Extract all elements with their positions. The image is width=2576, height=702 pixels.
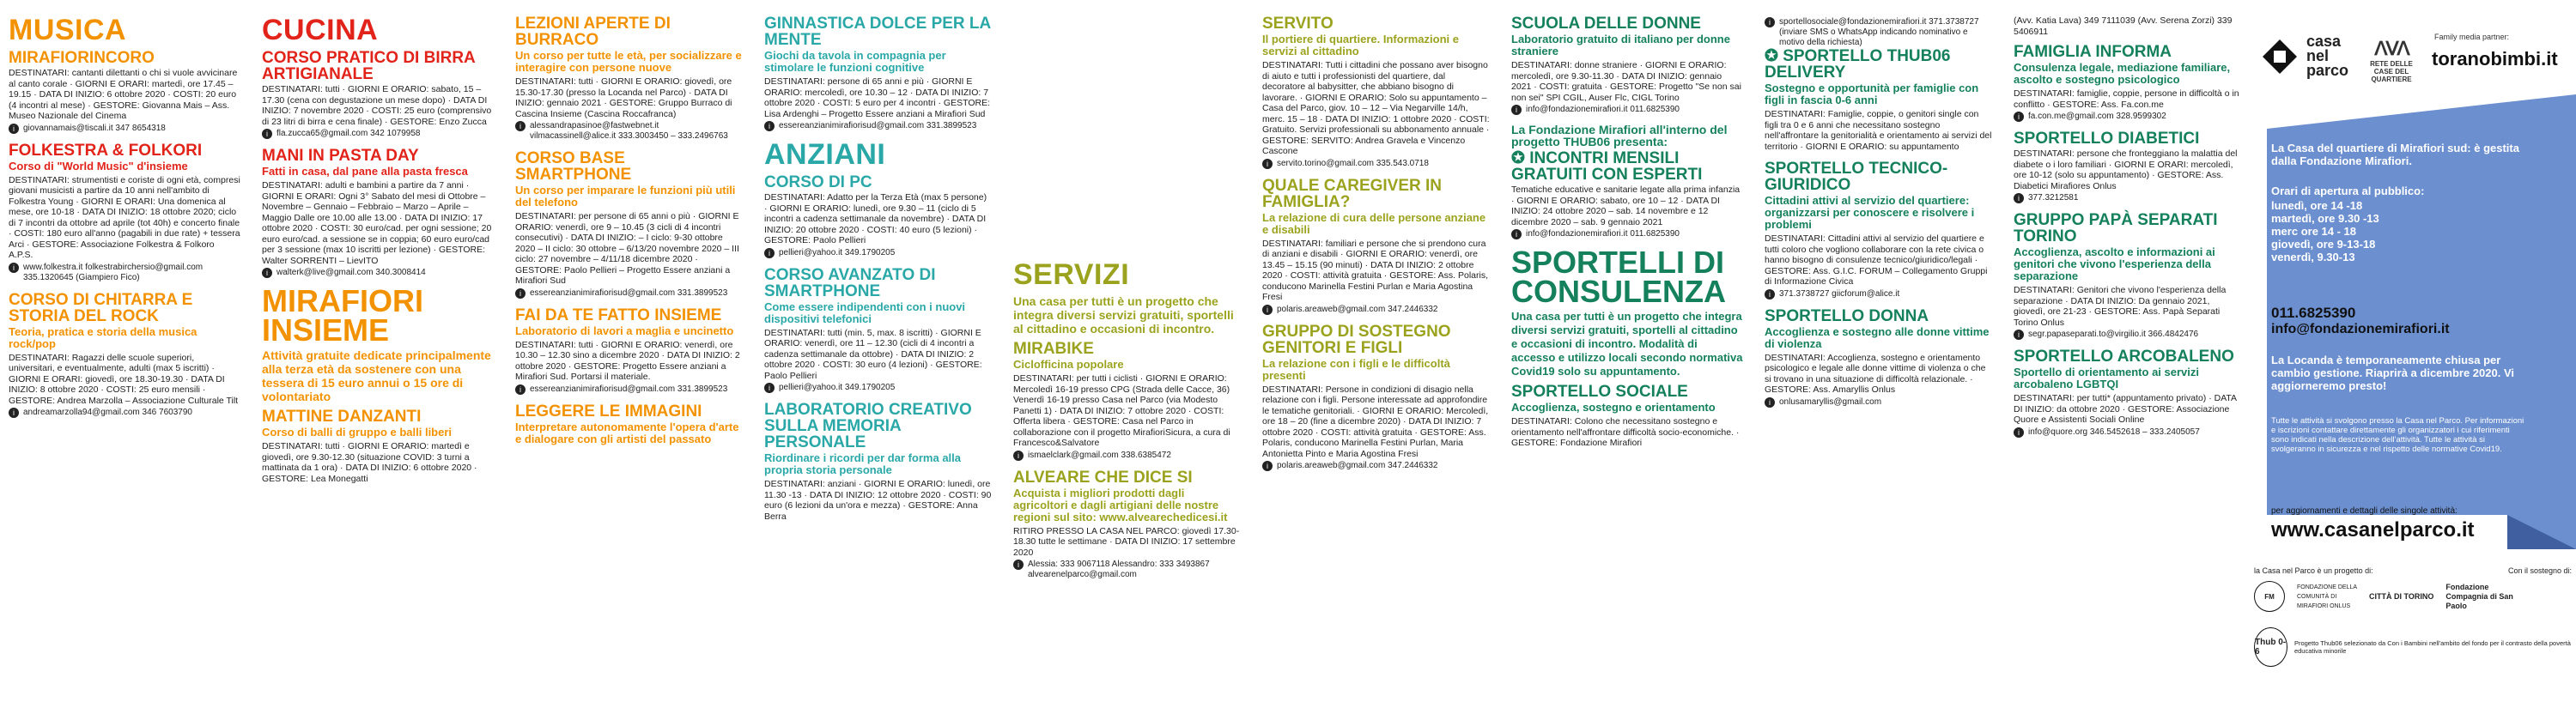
card-title: MIRAFIORINCORO: [9, 49, 155, 67]
card-subtitle: Teoria, pratica e storia della musica rock/pop: [9, 324, 197, 350]
card-smartphone-avanzato: [764, 267, 992, 394]
card-title: SCUOLA DELLE DONNE: [1511, 15, 1701, 33]
thub-row: [2254, 627, 2572, 667]
column-9: [2005, 0, 2250, 702]
card-laboratorio-memoria: [764, 402, 992, 522]
column-anziani: [756, 0, 1000, 702]
card-title: LEGGERE LE IMMAGINI: [515, 402, 702, 421]
card-contact: i servito.torino@gmail.com 335.543.0718: [1262, 159, 1490, 169]
contact-icon: i: [1765, 289, 1775, 300]
column-3: [507, 0, 751, 702]
card-thub06-delivery: [1765, 17, 1992, 152]
card-contact: i info@quore.org 346.5452618 – 333.2405057: [2014, 427, 2241, 438]
card-birra: [262, 50, 494, 139]
card-info: DESTINATARI: Genitori che vivono l'esperienza della separazione · DATA DI INIZIO: Da gennaio 2021, giovedì, ore 21-23 · GESTORE: Ass. Papà Separati Torino Onlus: [2014, 285, 2227, 328]
card-info: RITIRO PRESSO LA CASA NEL PARCO: giovedì 17.30-18.30 tutte le settimane · DATA DI INIZIO: 17 settembre 2020: [1013, 525, 1240, 558]
card-subtitle: Accoglienza, sostegno e orientamento: [1511, 401, 1716, 414]
locanda-notice: La Locanda è temporaneamente chiusa per cambio gestione. Riaprirà a dicembre 2020. Vi aggiorneremo presto!: [2271, 354, 2514, 392]
card-contact: i giovannamais@tiscali.it 347 8654318: [9, 124, 240, 134]
contact-icon: i: [1262, 159, 1273, 169]
card-contact: i 371.3738727 giicforum@alice.it: [1765, 289, 1992, 300]
rete-case-logo: ⴷⴸⴷ RETE DELLE CASE DEL QUARTIERE: [2361, 38, 2421, 83]
family-partner-label: Family media partner:: [2434, 33, 2510, 41]
card-leggere-immagini: [515, 403, 743, 445]
card-title: MIRABIKE: [1013, 340, 1094, 358]
card-mattine-danzanti: [262, 408, 494, 484]
section-title-musica: MUSICA: [9, 14, 127, 46]
card-servito: [1262, 15, 1490, 169]
card-title: SPORTELLO DIABETICI: [2014, 130, 2200, 148]
card-title: CORSO DI CHITARRA E STORIA DEL ROCK: [9, 290, 193, 325]
contact-icon: i: [1013, 451, 1024, 461]
card-title: CORSO AVANZATO DI SMARTPHONE: [764, 265, 936, 300]
card-subtitle: Fatti in casa, dal pane alla pasta fresca: [262, 165, 468, 178]
card-info: DESTINATARI: famiglie, coppie, persone in difficoltà o in conflitto · GESTORE: Ass. Fa.con.me: [2014, 88, 2239, 110]
card-subtitle: Sostegno e opportunità per famiglie con figli in fascia 0-6 anni: [1765, 82, 1979, 106]
card-contact: i sportellosociale@fondazionemirafiori.it 371.3738727 (inviare SMS o WhatsApp indicando nominativo e motivo della richiesta): [1765, 17, 1992, 48]
card-chitarra: [9, 292, 240, 419]
contact-icon: i: [2014, 330, 2024, 340]
card-smartphone-base: [515, 150, 743, 299]
contact-icon: i: [9, 124, 19, 134]
card-contact: i andreamarzolla94@gmail.com 346 7603790: [9, 408, 240, 418]
panel-phone: 011.6825390: [2271, 305, 2356, 321]
card-subtitle: La relazione con i figli e le difficoltà presenti: [1262, 356, 1450, 382]
card-subtitle: Acquista i migliori prodotti dagli agricoltori e dagli artigiani delle nostre regioni sul sito: www.alvearechedicesi.it: [1013, 486, 1228, 523]
contact-icon: i: [262, 129, 272, 139]
contact-icon: i: [1262, 305, 1273, 315]
contact-icon: i: [764, 121, 775, 131]
section-title-servizi: SERVIZI: [1013, 258, 1130, 291]
card-subtitle: Consulenza legale, mediazione familiare, ascolto e sostegno psicologico: [2014, 61, 2231, 86]
column-servizi: [1005, 0, 1249, 702]
card-contact: i info@fondazionemirafiori.it 011.6825390: [1511, 105, 1743, 115]
card-contact: i segr.papaseparati.to@virgilio.it 366.4842476: [2014, 330, 2241, 340]
logo-name: casa nel parco: [2306, 33, 2349, 79]
section-title-cucina: CUCINA: [262, 14, 379, 46]
contact-icon: i: [515, 288, 526, 299]
contact-icon: i: [9, 263, 19, 273]
card-title: FAMIGLIA INFORMA: [2014, 43, 2172, 61]
card-title: SPORTELLO SOCIALE: [1511, 383, 1688, 401]
card-burraco: [515, 15, 743, 142]
activities-notice: Tutte le attività si svolgono presso la Casa nel Parco. Per informazioni e iscrizioni contattare direttamente gli organizzatori i cui riferimenti sono indicati nella descrizione dell'attività. Tutte le attività si svolgeranno in sicurezza e nel rispetto delle normative Covid19.: [2271, 416, 2524, 454]
card-contact: i essereanzianimirafiorisud@gmail.com 331.3899523: [764, 121, 992, 131]
card-title: CORSO DI PC: [764, 173, 872, 191]
card-contact: i polaris.areaweb@gmail.com 347.2446332: [1262, 305, 1490, 315]
card-info: DESTINATARI: strumentisti e coriste di ogni età, compresi giovani musicisti a partire da 10 anni nell'ambito di Folkestra Young · GIORNI E ORARI: Una domenica al mese, ore 10-18 · DATA DI INIZIO: 18 ottobre 2020; ciclo di 7 incontri da ottobre ad aprile (tot 40h) e concerto finale · COSTI: 180 euro all'anno (pagabili in due rate) + tessera Arci · GESTORE: Associazione Folkestra & Folkoro A.P.S.: [9, 174, 240, 260]
compagnia-sanpaolo-logo: Fondazione Compagnia di San Paolo: [2445, 582, 2513, 610]
card-info: DESTINATARI: tutti · GIORNI E ORARIO: martedì e giovedì, ore 9.30-12.30 (situazione COVID: 3 turni a mattinata da 1 ora) · DATA DI INIZIO: 6 ottobre 2020 · GESTORE: Lea Monegatti: [262, 441, 477, 484]
card-info: DESTINATARI: adulti e bambini a partire da 7 anni · GIORNI E ORARI: Ogni 3° Sabato del mesi di Ottobre – Novembre – Gennaio – Febbraio – Marzo – Aprile – Maggio Dalle ore 10.00 alle 13.00 · DATA DI INIZIO: 17 ottobre 2020 · COSTI: 30 euro/cad. per ogni sessione; 20 euro euro/cad. a sessione se in coppia; 60 euro euro/cad per 3 sessione (max 10 iscritti per lezione) · GESTORE: Walter SORRENTI – LievITO: [262, 180, 492, 266]
card-info: DESTINATARI: donne straniere · GIORNI E ORARIO: mercoledì, ore 9.30-11.30 · DATA DI INIZIO: gennaio 2021 · COSTI: gratuita · GESTORE: Progetto "Se non sai non sei" SPI CGIL, Auser Flc, CIGL Torino: [1511, 60, 1741, 103]
card-info: DESTINATARI: Ragazzi delle scuole superiori, universitari, e eventualmente, adulti (max 5 iscritti) · GIORNI E ORARI: giovedì, ore 18.30-19.30 · DATA DI INIZIO: 8 ottobre 2020 · COSTI: 25 euro mensili · GESTORE: Andrea Marzolla – Associazione Culturale Tilt: [9, 352, 239, 406]
consulenza-title: SPORTELLI DI CONSULENZA: [1511, 245, 1726, 309]
contact-icon: i: [1765, 397, 1775, 408]
card-info: DESTINATARI: tutti (min. 5, max. 8 iscritti) · GIORNI E ORARIO: venerdì, ore 11 – 12.30 (cicli di 4 incontri a cadenza settimanale da ottobre) · DATA DI INIZIO: 2 ottobre 2020 · COSTI: 30 euro (4 lezioni) · GESTORE: Paolo Pellieri: [764, 327, 982, 381]
thub06-intro: La Fondazione Mirafiori all'interno del progetto THUB06 presenta:: [1511, 123, 1728, 148]
card-scuola-donne: [1511, 15, 1743, 115]
card-info: DESTINATARI: Adatto per la Terza Età (max 5 persone) · GIORNI E ORARIO: lunedì, ore 9.30 – 11 (ciclo di 5 incontri a cadenza settimanale da novembre) · DATA DI INIZIO: 20 ottobre 2020 · COSTI: 40 euro (5 lezioni) · GESTORE: Paolo Pellieri: [764, 192, 987, 245]
card-contact: i walterk@live@gmail.com 340.3008414: [262, 268, 494, 278]
contact-icon: i: [1262, 461, 1273, 471]
card-contact: i polaris.areaweb@gmail.com 347.2446332: [1262, 461, 1490, 471]
hours-title: Orari di apertura al pubblico:: [2271, 185, 2425, 197]
card-subtitle: Corso di "World Music" d'insieme: [9, 159, 188, 172]
card-incontri-mensili: [1511, 150, 1743, 239]
contact-icon: i: [2014, 427, 2024, 438]
column-cucina: [253, 0, 502, 702]
card-subtitle: La relazione di cura delle persone anziane e disabili: [1262, 210, 1486, 236]
spacer: [1013, 15, 1241, 260]
card-title: LABORATORIO CREATIVO SULLA MEMORIA PERSONALE: [764, 401, 972, 451]
card-subtitle: Corso di balli di gruppo e balli liberi: [262, 426, 453, 439]
footer-logos: [2254, 566, 2572, 667]
column-6: [1254, 0, 1498, 702]
card-contact: i www.folkestra.it folkestrabirchersio@gmail.com 335.1320645 (Giampiero Fico): [9, 263, 240, 283]
card-title: CORSO PRATICO DI BIRRA ARTIGIANALE: [262, 49, 476, 83]
fondazione-mirafiori-logo: FM: [2254, 581, 2285, 612]
card-contact: i onlusamaryllis@gmail.com: [1765, 397, 1992, 408]
contact-icon: i: [1511, 229, 1522, 239]
house-logo-icon: [2258, 35, 2301, 78]
casa-nel-parco-logo: [2258, 34, 2358, 78]
footer-right-label: Con il sostegno di:: [2507, 566, 2572, 575]
lawyers-contact: (Avv. Katia Lava) 349 7111039 (Avv. Serena Zorzi) 339 5406911: [2014, 15, 2233, 37]
card-title: SPORTELLO ARCOBALENO: [2014, 348, 2234, 366]
card-folkestra: [9, 142, 240, 283]
card-contact: i fla.zucca65@gmail.com 342 1079958: [262, 129, 494, 139]
star-icon: ✪: [1511, 149, 1530, 167]
card-info: Tematiche educative e sanitarie legate alla prima infanzia · GIORNI E ORARIO: sabato, ore 10 – 12 · DATA DI INIZIO: 24 ottobre 2020 – sab. 14 novembre e 12 dicembre 2020 – sab. 9 gennaio 2021: [1511, 185, 1741, 227]
card-title: SERVITO: [1262, 15, 1334, 33]
consulenza-subtitle: Una casa per tutti è un progetto che integra diversi servizi gratuiti, sportelli al cittadino e occasioni di incontro. Modalità di accesso e utilizzo locali secondo normativa Covid19 solo su appuntamento.: [1511, 310, 1743, 378]
card-info: DESTINATARI: Accoglienza, sostegno e orientamento psicologico e legale alle donne vittime di violenza o che si trovano in una situazione di difficoltà relazionale. · GESTORE: Ass. Amaryllis Onlus: [1765, 352, 1986, 395]
card-info: DESTINATARI: familiari e persone che si prendono cura di anziani e disabili · GIORNI E ORARIO: venerdì, ore 13.45 – 15.15 (90 minuti) · DATA DI INIZIO: 2 ottobre 2020 · COSTI: attività gratuita · GESTORE: Ass. Polaris, conducono Marinella Festini Purlan e Maria Agostina Fresi: [1262, 238, 1488, 302]
contact-icon: i: [515, 121, 526, 131]
hours-line: venerdì, 9.30-13: [2271, 251, 2355, 263]
card-subtitle: Accoglienza, ascolto e informazioni ai genitori che vivono l'esperienza della separazione: [2014, 245, 2215, 282]
card-subtitle: Accoglienza e sostegno alle donne vittime di violenza: [1765, 324, 1990, 350]
card-contact: i essereanzianimirafiorisud@gmail.com 331.3899523: [515, 384, 743, 395]
people-icon: ⴷⴸⴷ: [2374, 38, 2409, 59]
card-sportello-donna: [1765, 308, 1992, 408]
card-contact: i pellieri@yahoo.it 349.1790205: [764, 248, 992, 258]
hours-line: merc ore 14 - 18: [2271, 225, 2357, 238]
card-contact: i fa.con.me@gmail.com 328.9599302: [2014, 112, 2241, 122]
card-info: DESTINATARI: anziani · GIORNI E ORARIO: lunedì, ore 11.30 -13 · DATA DI INIZIO: 12 ottobre 2020 · COSTI: 90 euro (6 lezioni da un'ora e mezza) · GESTORE: Anna Berra: [764, 479, 992, 522]
card-info: DESTINATARI: Persone in condizioni di disagio nella relazione con i figli. Persone interessate ad approfondire le tematiche genitoriali. · GIORNI E ORARIO: Mercoledì, ore 18 – 20 (fine a dicembre 2020) · DATA DI INIZIO: 7 ottobre 2020 · COSTI: attività gratuita · GESTORE: Ass. Polaris, conducono Marinella Festini Purlan, Maria Antonietta Pinto e Maria Agostina Fresi: [1262, 384, 1489, 459]
contact-icon: i: [764, 383, 775, 393]
footer-left-label: la Casa nel Parco è un progetto di:: [2254, 566, 2373, 575]
card-title: ✪ SPORTELLO THUB06 DELIVERY: [1765, 47, 1951, 82]
servizi-subtitle: Una casa per tutti è un progetto che integra diversi servizi gratuiti, sportelli al cittadino e occasioni di incontro.: [1013, 294, 1234, 336]
hours-list: [2271, 199, 2529, 263]
hours-line: martedì, ore 9.30 -13: [2271, 212, 2379, 225]
card-title: ALVEARE CHE DICE SI: [1013, 468, 1193, 487]
card-info: DESTINATARI: Cittadini attivi al servizio del quartiere e tutti coloro che vogliono collaborare con la rete civica o hanno bisogno di consulenze tecnico/giuridico/legali · GESTORE: Ass. G.I.C. FORUM – Collegamento Gruppi di Informazione Civica: [1765, 233, 1988, 287]
hours-line: giovedì, ore 9-13-18: [2271, 238, 2376, 251]
card-contact: i Alessia: 333 9067118 Alessandro: 333 3493867 alvearenelparco@gmail.com: [1013, 560, 1241, 580]
updates-label: per aggiornamenti e dettagli delle singole attività:: [2271, 506, 2458, 516]
card-contact: i info@fondazionemirafiori.it 011.6825390: [1511, 229, 1743, 239]
card-mirafiorincoro: [9, 50, 240, 134]
card-info: DESTINATARI: per tutti i ciclisti · GIORNI E ORARIO: Mercoledì 16-19 presso CPG (Strada delle Cacce, 36) Venerdì 16-19 presso Casa nel Parco (via Modesto Panetti 1) · DATA DI INIZIO: 7 ottobre 2020 · COSTI: Offerta libera · GESTORE: Casa nel Parco in collaborazione con il progetto MirafioriSicura, a cura di Francesco&Salvatore: [1013, 373, 1230, 448]
website-link[interactable]: www.casanelparco.it: [2271, 518, 2475, 542]
card-info: DESTINATARI: tutti · GIORNI E ORARIO: giovedì, ore 15.30-17.30 (presso la Locanda nel Parco) · DATA DI INIZIO: gennaio 2021 · GESTORE: Gruppo Burraco di Cascina Insieme (Cascina Roccafranca): [515, 76, 732, 119]
card-subtitle: Il portiere di quartiere. Informazioni e servizi al cittadino: [1262, 33, 1459, 57]
card-contact: i alessandrapasinoe@fastwebnet.it vilmacassinell@alice.it 333.3003450 – 333.2496763: [515, 121, 743, 142]
card-title: SPORTELLO DONNA: [1765, 306, 1929, 325]
card-subtitle: Come essere indipendenti con i nuovi dispositivi telefonici: [764, 300, 966, 325]
card-sportello-sociale: [1511, 384, 1743, 449]
column-8: [1756, 0, 2001, 702]
thub06-logo: Thub 0-6: [2254, 627, 2287, 667]
citta-torino-logo: CITTÀ DI TORINO: [2369, 591, 2434, 601]
card-subtitle: Riordinare i ricordi per dar forma alla propria storia personale: [764, 451, 962, 476]
card-subtitle: Un corso per tutte le età, per socializzare e interagire con persone nuove: [515, 49, 742, 74]
card-gruppo-sostegno: [1262, 324, 1490, 472]
card-diabetici: [2014, 130, 2241, 203]
card-fai-da-te: [515, 307, 743, 395]
star-icon: ✪: [1765, 47, 1783, 65]
logo-row: [2250, 26, 2576, 94]
card-title: QUALE CAREGIVER IN FAMIGLIA?: [1262, 176, 1443, 211]
contact-icon: i: [2014, 193, 2024, 203]
contact-icon: i: [262, 268, 272, 278]
card-title: ✪ INCONTRI MENSILI GRATUITI CON ESPERTI: [1511, 149, 1703, 184]
card-arcobaleno: [2014, 348, 2241, 438]
card-subtitle: Giochi da tavola in compagnia per stimolare le funzioni cognitive: [764, 49, 946, 74]
footer-labels: [2254, 566, 2572, 576]
card-contact: i ismaelclark@gmail.com 338.6385472: [1013, 451, 1241, 461]
card-contact: i 377.3212581: [2014, 193, 2241, 203]
card-title: FAI DA TE FATTO INSIEME: [515, 306, 722, 324]
card-subtitle: Laboratorio di lavori a maglia e uncinetto: [515, 324, 734, 337]
section-title-anziani: ANZIANI: [764, 138, 886, 171]
card-info: DESTINATARI: persone che fronteggiano la malattia del diabete o i loro familiari · GIORNI E ORARI: mercoledì, ore 10-12 (solo su appuntamento) · GESTORE: Ass. Diabetici Mirafiores Onlus: [2014, 148, 2238, 191]
card-title: MATTINE DANZANTI: [262, 408, 422, 426]
card-subtitle: Sportello di orientamento ai servizi arcobaleno LGBTQI: [2014, 366, 2199, 390]
card-title: FOLKESTRA & FOLKORI: [9, 141, 203, 160]
card-ginnastica-mente: [764, 15, 992, 131]
card-title: SPORTELLO TECNICO-GIURIDICO: [1765, 160, 1948, 194]
card-title: GRUPPO PAPÀ SEPARATI TORINO: [2014, 211, 2218, 245]
column-7: [1503, 0, 1752, 702]
card-info: DESTINATARI: persone di 65 anni e più · GIORNI E ORARIO: mercoledì, ore 10.30 – 12 · DATA DI INIZIO: 7 ottobre 2020 · COSTI: 5 euro per 4 incontri · GESTORE: Lisa Ardenghi – Progetto Essere anziani a Mirafiori Sud: [764, 76, 991, 119]
card-title: CORSO BASE SMARTPHONE: [515, 149, 632, 184]
mirafiori-insieme-subtitle: Attività gratuite dedicate principalmente alla terza età da sostenere con una tessera di 15 euro annui o 15 ore di volontariato: [262, 348, 491, 403]
card-info: DESTINATARI: per tutti* (appuntamento privato) · DATA DI INIZIO: da ottobre 2020 · GESTORE: Associazione Quore e Assistenti Sociali Online: [2014, 393, 2237, 425]
card-title: LEZIONI APERTE DI BURRACO: [515, 15, 671, 49]
panel-intro: La Casa del quartiere di Mirafiori sud: è gestita dalla Fondazione Mirafiori.: [2271, 142, 2519, 167]
card-subtitle: Cittadini attivi al servizio del quartiere: organizzarsi per conoscere e risolvere i problemi: [1765, 194, 1975, 231]
contact-icon: i: [515, 384, 526, 395]
card-mirabike: [1013, 341, 1241, 461]
card-contact: i pellieri@yahoo.it 349.1790205: [764, 383, 992, 393]
org-fondazione: FONDAZIONE DELLA COMUNITÀ DI MIRAFIORI ONLUS: [2297, 584, 2357, 609]
panel-email: info@fondazionemirafiori.it: [2271, 322, 2450, 336]
contact-icon: i: [764, 248, 775, 258]
card-info: DESTINATARI: tutti · GIORNI E ORARIO: venerdì, ore 10.30 – 12.30 sino a dicembre 2020 · DATA DI INIZIO: 2 ottobre 2020 · GESTORE: Progetto Essere anziani a Mirafiori Sud. Portarsi il materiale.: [515, 339, 740, 382]
card-papa-separati: [2014, 212, 2241, 340]
card-subtitle: Interpretare autonomamente l'opera d'arte e dialogare con gli artisti del passato: [515, 420, 739, 445]
contact-icon: i: [1511, 105, 1522, 115]
card-subtitle: Ciclofficina popolare: [1013, 358, 1124, 371]
card-subtitle: Laboratorio gratuito di italiano per donne straniere: [1511, 33, 1730, 57]
hours-line: lunedì, ore 14 -18: [2271, 199, 2363, 212]
footer-org-row: [2254, 581, 2572, 612]
mirafiori-insieme-title: MIRAFIORI INSIEME: [262, 283, 423, 348]
card-contact: i essereanzianimirafiorisud@gmail.com 331.3899523: [515, 288, 743, 299]
card-info: DESTINATARI: Tutti i cittadini che possano aver bisogno di aiuto e tutti i professionisti del quartiere, dal decoratore al babysitter, che abbiano bisogno di lavorare. · GIORNI E ORARIO: Solo su appuntamento – Casa del Parco, giov. 10 – 12 – Via Negarville 14/h, merc. 15 – 18 · DATA DI INIZIO: 1 ottobre 2020 · COSTI: Gratuito. Servizi professionali su abbonamento annuale · GESTORE: SERVITO: Andrea Gravela e Vincenzo Cascone: [1262, 60, 1490, 156]
card-title: MANI IN PASTA DAY: [262, 147, 419, 165]
card-title: GINNASTICA DOLCE PER LA MENTE: [764, 15, 991, 49]
card-info: DESTINATARI: Famiglie, coppie, o genitori single con figli tra 0 e 6 anni che necessitano sostegno nell'affrontare la genitorialità e orientamento ai servizi del territorio · GIORNI E ORARIO: su appuntamento: [1765, 109, 1992, 152]
card-info: DESTINATARI: cantanti dilettanti o chi si vuole avvicinare al canto corale · GIORNI E ORARI: martedì, ore 17.45 – 19.15 · DATA DI INIZIO: 6 ottobre 2020 · COSTI: 20 euro (4 incontri al mese) · GESTORE: Giovanna Mais – Ass. Museo Nazionale del Cinema: [9, 68, 238, 121]
card-info: DESTINATARI: tutti · GIORNI E ORARIO: sabato, 15 – 17.30 (cena con degustazione un mese dopo) · DATA DI INIZIO: 7 novembre 2020 · COSTI: 25 euro (comprensivo di 23 litri di birra e cena finale) · GESTORE: Enzo Zucca: [262, 84, 492, 127]
contact-icon: i: [2014, 112, 2024, 122]
toranobimbi-logo: toranobimbi.it: [2432, 48, 2558, 70]
card-corso-pc: [764, 174, 992, 258]
card-info: DESTINATARI: Colono che necessitano sostegno e orientamento nell'affrontare difficoltà socio-economiche. · GESTORE: Fondazione Mirafiori: [1511, 416, 1740, 448]
card-alveare: [1013, 469, 1241, 581]
card-tecnico-giuridico: [1765, 160, 1992, 300]
column-musica: [0, 0, 249, 702]
card-title: GRUPPO DI SOSTEGNO GENITORI E FIGLI: [1262, 322, 1451, 357]
contact-icon: i: [9, 408, 19, 418]
card-info: DESTINATARI: per persone di 65 anni o più · GIORNI E ORARIO: venerdì, ore 9 – 10.45 (3 cicli di 4 incontri consecutivi) · DATA DI INIZIO: – I ciclo: 9-30 ottobre 2020 – II ciclo: 30 ottobre – 6/13/20 novembre 2020 – III ciclo: 27 novembre – 4/11/18 dicembre 2020 · GESTORE: Paolo Pellieri – Progetto Essere anziani a Mirafiori Sud: [515, 211, 739, 286]
thub-note: Progetto Thub06 selezionato da Con i Bambini nell'ambito del fondo per il contrasto della povertà educativa minorile: [2293, 639, 2571, 655]
card-subtitle: Un corso per imparare le funzioni più utili del telefono: [515, 184, 736, 209]
contact-icon: i: [1013, 560, 1024, 570]
card-caregiver: [1262, 178, 1490, 315]
card-famiglia-informa: [2014, 44, 2241, 122]
card-mani-in-pasta: [262, 148, 494, 278]
contact-icon: i: [1765, 17, 1775, 27]
